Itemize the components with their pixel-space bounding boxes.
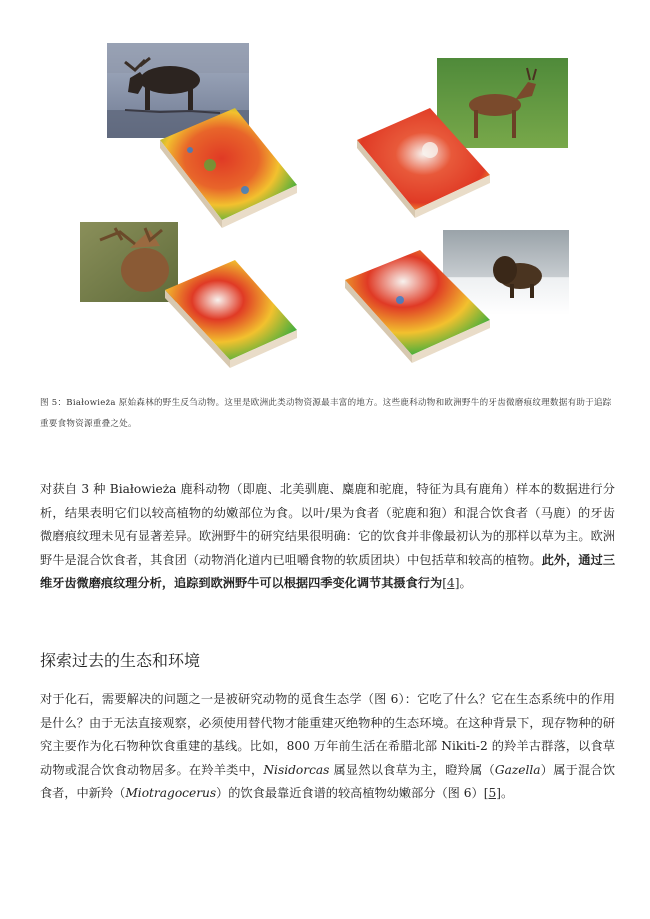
red-deer-photo: [80, 222, 178, 302]
heatmap-block-3: [165, 260, 297, 368]
paragraph-2-part-1: 对于化石，需要解决的问题之一是被研究动物的觅食生态学（图 6）：它吃了什么？它在生态系统中的作用是什么？由于无法直接观察，必须使用替代物才能重建灭绝物种的生态环境。在这种背景下，现存物种的研究主要作为化石物种饮食重建的基线。比如，800 万年前生活在希腊北部 Nikiti-2 的羚羊古群落，以食草动物或混合饮食动物居多。在羚羊类中，: [40, 692, 615, 777]
reference-5-link[interactable]: [5]: [483, 786, 501, 800]
genus-miotragocerus: Miotragocerus: [125, 786, 217, 800]
genus-gazella: Gazella: [494, 762, 541, 777]
figure-caption: 图 5：Białowieża 原始森林的野生反刍动物。这里是欧洲此类动物资源最丰富的地方。这些鹿科动物和欧洲野牛的牙齿微磨痕纹理数据有助于追踪重要食物资源重叠之处。: [40, 398, 612, 429]
section-heading: 探索过去的生态和环境: [40, 651, 201, 670]
figure-5: [0, 0, 650, 385]
paragraph-2-part-3: ）属于混合饮食者，中新羚（: [40, 762, 616, 800]
roe-deer-photo: [437, 58, 568, 148]
paragraph-1: [40, 478, 615, 596]
figure-5-illustration: [0, 0, 650, 385]
paragraph-2-part-4: ）的饮食最靠近食谱的较高植物幼嫩部分（图 6）: [216, 786, 484, 800]
paragraph-2-part-2: 属显然以食草为主，瞪羚属（: [329, 762, 495, 777]
paragraph-2-end: 。: [500, 786, 514, 800]
paragraph-1-end: 。: [459, 576, 472, 590]
genus-nisidorcas: Nisidorcas: [263, 762, 330, 777]
paragraph-2: [40, 688, 615, 806]
paragraph-1-text: 对获自 3 种 Białowieża 鹿科动物（即鹿、北美驯鹿、麋鹿和驼鹿，特征为具有鹿角）样本的数据进行分析，结果表明它们以较高植物的幼嫩部位为食。以叶/果为食者（驼鹿和狍）和混合饮食者（马鹿）的牙齿微磨痕纹理未见有显著差异。欧洲野牛的研究结果很明确：它的饮食并非像最初认为的那样以草为主。欧洲野牛是混合饮食者，其食团（动物消化道内已咀嚼食物的软质团块）中包括草和较高的植物。: [40, 482, 615, 567]
paragraph-1-bold: 此外，通过三维牙齿微磨痕纹理分析，追踪到欧洲野牛可以根据四季变化调节其摄食行为: [40, 552, 616, 590]
reference-4-link[interactable]: [4]: [442, 576, 460, 590]
